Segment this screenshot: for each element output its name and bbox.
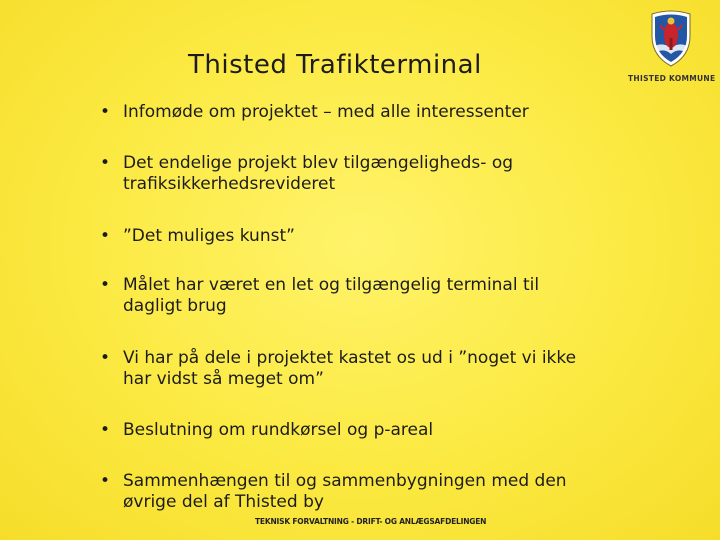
bullet-text-line2: øvrige del af Thisted by (123, 492, 324, 512)
logo-text: THISTED KOMMUNE (628, 74, 716, 83)
bullet-dot: • (100, 471, 111, 491)
footer-text: TEKNISK FORVALTNING - DRIFT- OG ANLÆGSAFDELINGEN (255, 517, 487, 526)
slide-title: Thisted Trafikterminal (188, 50, 482, 80)
bullet-text: ”Det muliges kunst” (123, 226, 295, 246)
bullet-dot: • (100, 102, 111, 122)
bullet-item (96, 348, 696, 390)
bullet-text-line1: Målet har været en let og tilgængelig terminal til (123, 275, 540, 295)
coat-of-arms-icon (649, 8, 693, 68)
bullet-text-line2: trafiksikkerhedsrevideret (123, 174, 336, 194)
thisted-kommune-logo (628, 8, 714, 84)
bullet-list (96, 102, 696, 513)
bullet-text-line2: har vidst så meget om” (123, 369, 324, 389)
bullet-text-line1: Det endelige projekt blev tilgængeligheds- og (123, 153, 514, 173)
bullet-item (96, 153, 696, 195)
bullet-dot: • (100, 153, 111, 173)
bullet-item (96, 102, 696, 123)
bullet-item (96, 420, 696, 441)
bullet-text-line1: Sammenhængen til og sammenbygningen med den (123, 471, 567, 491)
bullet-dot: • (100, 275, 111, 295)
bullet-text: Infomøde om projektet – med alle interessenter (123, 102, 529, 122)
bullet-dot: • (100, 348, 111, 368)
bullet-item (96, 275, 696, 317)
bullet-text-line1: Vi har på dele i projektet kastet os ud i ”noget vi ikke (123, 348, 577, 368)
bullet-item (96, 226, 696, 247)
bullet-text-line2: dagligt brug (123, 296, 227, 316)
bullet-dot: • (100, 420, 111, 440)
bullet-item (96, 471, 696, 513)
bullet-dot: • (100, 226, 111, 246)
bullet-text: Beslutning om rundkørsel og p-areal (123, 420, 434, 440)
